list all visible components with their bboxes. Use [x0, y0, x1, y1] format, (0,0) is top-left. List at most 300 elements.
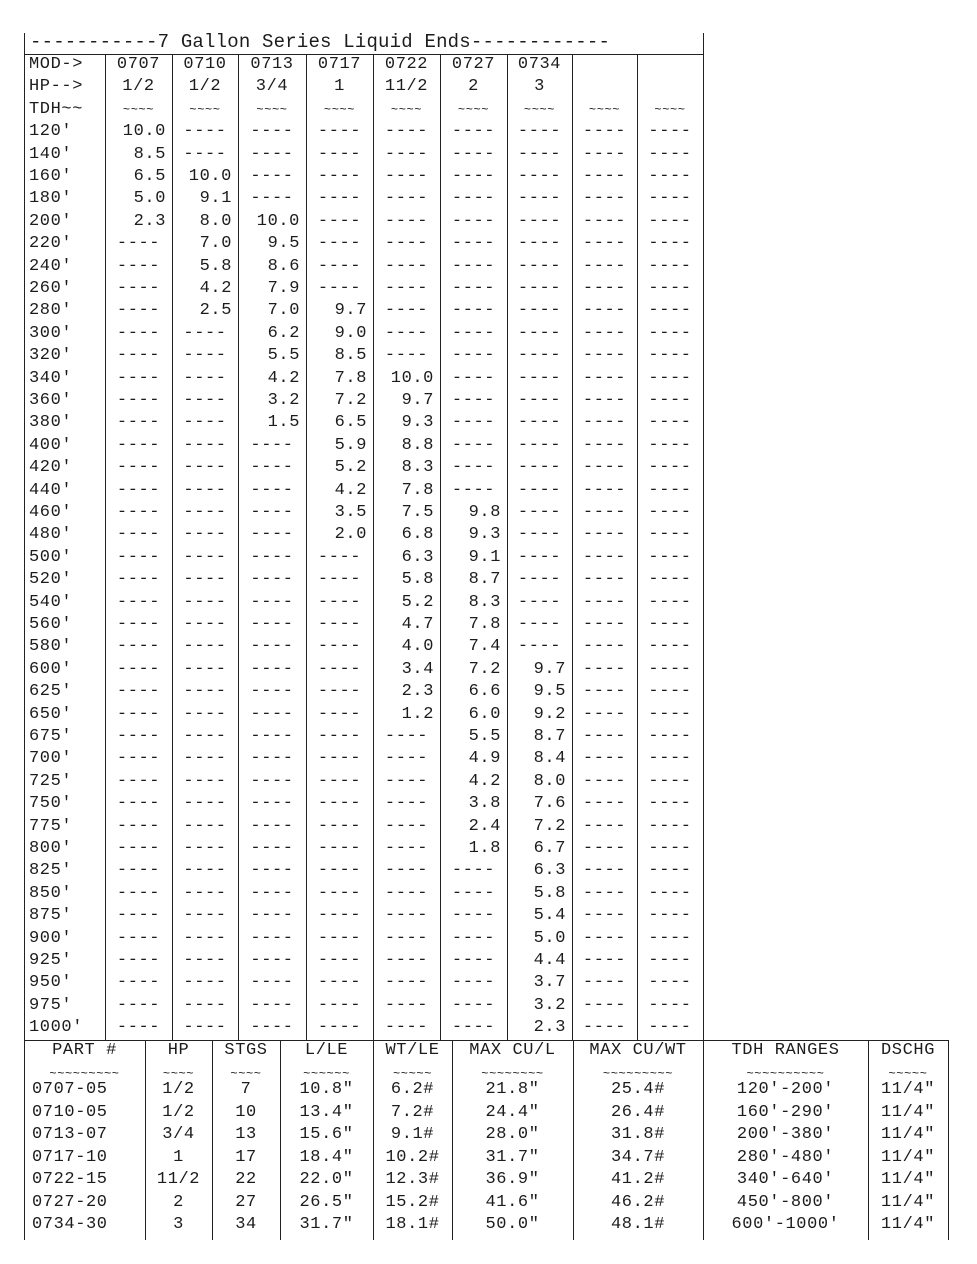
tdh-value: 460': [29, 503, 73, 522]
empty-cell: ----: [317, 995, 362, 1015]
tdh-value: 260': [29, 279, 73, 298]
column-separator: [572, 54, 573, 1040]
flow-value: 2.3: [533, 1018, 566, 1038]
empty-cell: ----: [582, 503, 627, 522]
max-cu-wt: 34.7#: [610, 1147, 665, 1167]
hp: 3/4: [162, 1125, 195, 1144]
empty-cell: ----: [116, 525, 161, 545]
empty-cell: ----: [250, 637, 294, 657]
empty-cell: ----: [582, 816, 627, 836]
flow-value: 7.2: [468, 659, 501, 679]
empty-cell: ----: [183, 144, 227, 164]
empty-cell: ----: [582, 794, 627, 814]
tdh-value: 280': [29, 301, 73, 321]
empty-cell: ----: [384, 279, 429, 298]
empty-cell: ----: [582, 973, 627, 993]
empty-cell: ----: [648, 592, 692, 612]
empty-cell: ----: [116, 995, 161, 1015]
parts-header: MAX CU/WT: [589, 1041, 687, 1060]
weight: 15.2#: [385, 1192, 440, 1212]
empty-cell: ----: [582, 167, 627, 186]
column-separator: [306, 54, 307, 1040]
flow-value: 3.7: [533, 973, 566, 993]
tdh-value: 825': [29, 861, 73, 881]
empty-cell: ----: [384, 749, 429, 769]
empty-cell: ----: [582, 211, 627, 231]
empty-cell: ----: [582, 122, 627, 142]
empty-cell: ----: [648, 234, 692, 254]
empty-cell: ----: [384, 771, 429, 791]
empty-cell: ----: [384, 189, 429, 209]
flow-value: 10.0: [188, 167, 232, 186]
empty-cell: ----: [183, 413, 227, 433]
flow-value: 5.5: [468, 727, 501, 746]
flow-value: 9.7: [401, 391, 434, 410]
empty-cell: ----: [116, 435, 161, 455]
empty-cell: ----: [582, 189, 627, 209]
empty-cell: ----: [250, 883, 294, 903]
row-label: MOD->: [29, 55, 84, 74]
header-underline: ~~~~~~~~: [481, 1066, 544, 1081]
hp: 1/2: [162, 1102, 195, 1122]
max-cu-l: 41.6": [485, 1192, 540, 1212]
flow-value: 5.2: [334, 458, 367, 478]
stages: 27: [235, 1192, 257, 1212]
empty-cell: ----: [317, 749, 362, 769]
flow-value: 7.9: [267, 279, 300, 298]
weight: 9.1#: [390, 1125, 435, 1144]
length: 10.8": [299, 1080, 354, 1099]
tdh-value: 700': [29, 749, 73, 769]
empty-cell: ----: [582, 659, 627, 679]
empty-cell: ----: [317, 144, 362, 164]
empty-cell: ----: [384, 144, 429, 164]
empty-cell: ----: [250, 503, 294, 522]
max-cu-wt: 46.2#: [610, 1192, 665, 1212]
empty-cell: ----: [517, 211, 562, 231]
weight: 6.2#: [390, 1080, 435, 1099]
empty-cell: ----: [648, 995, 692, 1015]
empty-cell: ----: [451, 458, 496, 478]
max-cu-l: 21.8": [485, 1080, 540, 1099]
empty-cell: ----: [183, 883, 227, 903]
discharge: 11/4": [880, 1170, 935, 1189]
flow-value: 2.3: [401, 682, 434, 702]
model-number: 0717: [317, 55, 362, 74]
tdh-value: 340': [29, 368, 73, 388]
empty-cell: ----: [317, 637, 362, 657]
flow-value: 1.5: [267, 413, 300, 433]
tilde-divider: ~~~~: [390, 102, 423, 117]
empty-cell: ----: [384, 883, 429, 903]
hp: 2: [173, 1192, 184, 1212]
tilde-divider: ~~~~: [588, 102, 621, 117]
empty-cell: ----: [582, 637, 627, 657]
empty-cell: ----: [116, 727, 161, 746]
empty-cell: ----: [250, 435, 294, 455]
empty-cell: ----: [384, 816, 429, 836]
tilde-divider: ~~~~: [189, 102, 221, 117]
empty-cell: ----: [116, 279, 161, 298]
tdh-value: 400': [29, 435, 73, 455]
discharge: 11/4": [880, 1080, 935, 1099]
empty-cell: ----: [317, 906, 362, 926]
tilde-divider: ~~~~: [457, 102, 490, 117]
empty-cell: ----: [451, 323, 496, 343]
empty-cell: ----: [250, 771, 294, 791]
max-cu-wt: 31.8#: [610, 1125, 665, 1144]
tdh-value: 725': [29, 771, 73, 791]
empty-cell: ----: [250, 928, 294, 948]
horsepower: 2: [468, 77, 479, 97]
tdh-value: 180': [29, 189, 73, 209]
flow-value: 8.5: [133, 144, 166, 164]
empty-cell: ----: [116, 592, 161, 612]
discharge: 11/4": [880, 1147, 935, 1167]
empty-cell: ----: [648, 928, 692, 948]
horsepower: 11/2: [384, 77, 429, 97]
empty-cell: ----: [183, 749, 227, 769]
empty-cell: ----: [648, 480, 692, 500]
tdh-range: 450'-800': [736, 1192, 835, 1212]
empty-cell: ----: [582, 592, 627, 612]
flow-value: 6.7: [533, 839, 566, 858]
empty-cell: ----: [451, 301, 496, 321]
empty-cell: ----: [517, 279, 562, 298]
empty-cell: ----: [183, 951, 227, 970]
model-number: [572, 54, 637, 76]
empty-cell: ----: [451, 861, 496, 881]
horsepower: 3: [534, 77, 545, 97]
row-label: HP-->: [29, 77, 84, 97]
empty-cell: ----: [648, 368, 692, 388]
empty-cell: ----: [384, 839, 429, 858]
length: 31.7": [299, 1215, 354, 1234]
max-cu-l: 50.0": [485, 1215, 540, 1234]
flow-value: 7.0: [267, 301, 300, 321]
empty-cell: ----: [116, 323, 161, 343]
empty-cell: ----: [116, 413, 161, 433]
horsepower: 1: [334, 77, 345, 97]
empty-cell: ----: [517, 368, 562, 388]
empty-cell: ----: [317, 234, 362, 254]
discharge: 11/4": [880, 1192, 935, 1212]
empty-cell: ----: [582, 883, 627, 903]
empty-cell: ----: [250, 794, 294, 814]
empty-cell: ----: [384, 167, 429, 186]
parts-header: DSCHG: [880, 1041, 935, 1060]
empty-cell: ----: [250, 458, 294, 478]
empty-cell: ----: [648, 749, 692, 769]
empty-cell: ----: [517, 435, 562, 455]
empty-cell: ----: [116, 1018, 161, 1038]
flow-value: 4.0: [401, 637, 434, 657]
empty-cell: ----: [582, 435, 627, 455]
empty-cell: ----: [317, 771, 362, 791]
empty-cell: ----: [317, 1018, 362, 1038]
flow-value: 3.2: [267, 391, 300, 410]
tdh-value: 650': [29, 704, 73, 724]
empty-cell: ----: [517, 189, 562, 209]
tdh-value: 850': [29, 883, 73, 903]
flow-value: 8.3: [401, 458, 434, 478]
flow-value: 8.7: [468, 570, 501, 590]
empty-cell: ----: [183, 122, 227, 142]
tdh-value: 200': [29, 211, 73, 231]
flow-value: 7.0: [199, 234, 232, 254]
empty-cell: ----: [116, 749, 161, 769]
empty-cell: ----: [183, 682, 227, 702]
empty-cell: ----: [384, 995, 429, 1015]
flow-value: 9.1: [468, 547, 501, 567]
empty-cell: ----: [451, 346, 496, 366]
column-separator: [637, 54, 638, 1040]
model-number: 0727: [451, 55, 496, 74]
empty-cell: ----: [648, 704, 692, 724]
model-number: 0713: [250, 55, 294, 74]
tdh-value: 500': [29, 547, 73, 567]
tilde-divider: ~~~~: [323, 102, 356, 117]
empty-cell: ----: [648, 794, 692, 814]
empty-cell: ----: [183, 346, 227, 366]
flow-value: 9.0: [334, 323, 367, 343]
empty-cell: ----: [116, 839, 161, 858]
empty-cell: ----: [116, 368, 161, 388]
flow-value: 8.8: [401, 435, 434, 455]
tdh-value: 675': [29, 727, 73, 746]
empty-cell: ----: [317, 861, 362, 881]
flow-value: 7.8: [334, 368, 367, 388]
empty-cell: ----: [116, 973, 161, 993]
empty-cell: ----: [250, 973, 294, 993]
empty-cell: ----: [250, 839, 294, 858]
max-cu-l: 24.4": [485, 1102, 540, 1122]
tdh-value: 875': [29, 906, 73, 926]
tdh-value: 140': [29, 144, 73, 164]
stages: 7: [240, 1080, 252, 1099]
empty-cell: ----: [517, 122, 562, 142]
empty-cell: ----: [582, 234, 627, 254]
empty-cell: ----: [648, 301, 692, 321]
flow-value: 7.8: [401, 480, 434, 500]
tdh-value: 220': [29, 234, 73, 254]
empty-cell: ----: [183, 704, 227, 724]
empty-cell: ----: [648, 1018, 692, 1038]
empty-cell: ----: [648, 682, 692, 702]
hp: 11/2: [156, 1170, 201, 1189]
empty-cell: ----: [183, 391, 227, 410]
empty-cell: ----: [648, 167, 692, 186]
flow-value: 4.2: [334, 480, 367, 500]
empty-cell: ----: [317, 704, 362, 724]
empty-cell: ----: [582, 1018, 627, 1038]
empty-cell: ----: [517, 346, 562, 366]
flow-value: 2.0: [334, 525, 367, 545]
empty-cell: ----: [384, 906, 429, 926]
header-underline: ~~~~~: [888, 1066, 928, 1081]
max-cu-wt: 41.2#: [610, 1170, 665, 1189]
flow-value: 5.8: [533, 883, 566, 903]
empty-cell: ----: [582, 704, 627, 724]
part-number: 0722-15: [32, 1170, 108, 1189]
tdh-value: 600': [29, 659, 73, 679]
empty-cell: ----: [183, 480, 227, 500]
empty-cell: ----: [648, 906, 692, 926]
flow-value: 8.0: [533, 771, 566, 791]
empty-cell: ----: [183, 928, 227, 948]
flow-value: 10.0: [256, 211, 300, 231]
header-underline: ~~~~: [162, 1066, 195, 1081]
empty-cell: ----: [317, 839, 362, 858]
empty-cell: ----: [116, 794, 161, 814]
stages: 17: [235, 1147, 257, 1167]
empty-cell: ----: [183, 435, 227, 455]
empty-cell: ----: [517, 144, 562, 164]
empty-cell: ----: [384, 234, 429, 254]
header-underline: ~~~~~~~~~: [602, 1066, 674, 1081]
empty-cell: ----: [116, 883, 161, 903]
empty-cell: ----: [250, 749, 294, 769]
flow-value: 9.3: [401, 413, 434, 433]
length: 18.4": [299, 1147, 354, 1167]
max-cu-l: 31.7": [485, 1147, 540, 1167]
empty-cell: ----: [648, 525, 692, 545]
empty-cell: ----: [648, 771, 692, 791]
empty-cell: ----: [648, 570, 692, 590]
empty-cell: ----: [250, 525, 294, 545]
empty-cell: ----: [317, 570, 362, 590]
empty-cell: ----: [648, 883, 692, 903]
max-cu-wt: 48.1#: [610, 1215, 665, 1234]
empty-cell: ----: [582, 458, 627, 478]
empty-cell: ----: [317, 928, 362, 948]
empty-cell: ----: [116, 637, 161, 657]
empty-cell: ----: [317, 659, 362, 679]
empty-cell: ----: [116, 301, 161, 321]
empty-cell: ----: [451, 951, 496, 970]
empty-cell: ----: [183, 547, 227, 567]
flow-value: 5.2: [401, 592, 434, 612]
flow-value: 9.5: [267, 234, 300, 254]
empty-cell: ----: [183, 995, 227, 1015]
row-label: TDH~~: [29, 99, 84, 119]
model-number: 0707: [116, 55, 161, 74]
empty-cell: ----: [582, 682, 627, 702]
empty-cell: ----: [183, 1018, 227, 1038]
parts-header: TDH RANGES: [731, 1041, 840, 1060]
flow-value: 7.5: [401, 503, 434, 522]
empty-cell: ----: [250, 144, 294, 164]
empty-cell: ----: [648, 503, 692, 522]
max-cu-wt: 25.4#: [610, 1080, 665, 1099]
empty-cell: ----: [116, 659, 161, 679]
flow-value: 9.7: [334, 301, 367, 321]
stages: 22: [235, 1170, 257, 1189]
parts-header: HP: [167, 1041, 190, 1060]
empty-cell: ----: [648, 413, 692, 433]
empty-cell: ----: [384, 861, 429, 881]
empty-cell: ----: [250, 704, 294, 724]
empty-cell: ----: [317, 794, 362, 814]
empty-cell: ----: [183, 794, 227, 814]
tdh-value: 800': [29, 839, 73, 858]
empty-cell: ----: [250, 570, 294, 590]
tdh-range: 600'-1000': [731, 1215, 840, 1234]
empty-cell: ----: [116, 906, 161, 926]
empty-cell: ----: [582, 525, 627, 545]
flow-value: 2.3: [133, 211, 166, 231]
flow-value: 8.6: [267, 256, 300, 276]
empty-cell: ----: [250, 995, 294, 1015]
empty-cell: ----: [517, 547, 562, 567]
empty-cell: ----: [183, 637, 227, 657]
empty-cell: ----: [384, 928, 429, 948]
empty-cell: ----: [451, 413, 496, 433]
empty-cell: ----: [317, 727, 362, 746]
flow-value: 8.4: [533, 749, 566, 769]
empty-cell: ----: [250, 189, 294, 209]
empty-cell: ----: [183, 906, 227, 926]
empty-cell: ----: [648, 435, 692, 455]
flow-value: 7.8: [468, 615, 501, 634]
empty-cell: ----: [116, 480, 161, 500]
parts-header: WT/LE: [385, 1041, 440, 1060]
empty-cell: ----: [517, 480, 562, 500]
empty-cell: ----: [451, 906, 496, 926]
empty-cell: ----: [451, 189, 496, 209]
flow-value: 10.0: [390, 368, 434, 388]
empty-cell: ----: [384, 122, 429, 142]
empty-cell: ----: [648, 615, 692, 634]
model-number: 0710: [183, 55, 227, 74]
tdh-value: 160': [29, 167, 73, 186]
empty-cell: ----: [517, 525, 562, 545]
flow-value: 5.4: [533, 906, 566, 926]
model-number: [637, 54, 703, 76]
empty-cell: ----: [451, 122, 496, 142]
empty-cell: ----: [250, 1018, 294, 1038]
empty-cell: ----: [317, 547, 362, 567]
flow-value: 6.0: [468, 704, 501, 724]
flow-value: 9.8: [468, 503, 501, 522]
empty-cell: ----: [183, 503, 227, 522]
empty-cell: ----: [517, 323, 562, 343]
empty-cell: ----: [250, 592, 294, 612]
empty-cell: ----: [582, 861, 627, 881]
flow-value: 8.5: [334, 346, 367, 366]
tilde-divider: ~~~~: [122, 102, 155, 117]
empty-cell: ----: [317, 592, 362, 612]
horsepower: 1/2: [188, 77, 222, 97]
table-right-border: [703, 33, 704, 1040]
empty-cell: ----: [648, 861, 692, 881]
horsepower: [637, 76, 703, 98]
stages: 10: [235, 1102, 257, 1122]
tdh-value: 925': [29, 951, 73, 970]
empty-cell: ----: [517, 458, 562, 478]
empty-cell: ----: [648, 144, 692, 164]
empty-cell: ----: [648, 279, 692, 298]
empty-cell: ----: [582, 346, 627, 366]
empty-cell: ----: [648, 727, 692, 746]
empty-cell: ----: [582, 570, 627, 590]
flow-value: 8.7: [533, 727, 566, 746]
empty-cell: ----: [451, 1018, 496, 1038]
empty-cell: ----: [250, 167, 294, 186]
empty-cell: ----: [317, 211, 362, 231]
tdh-range: 340'-640': [736, 1170, 835, 1189]
empty-cell: ----: [317, 816, 362, 836]
